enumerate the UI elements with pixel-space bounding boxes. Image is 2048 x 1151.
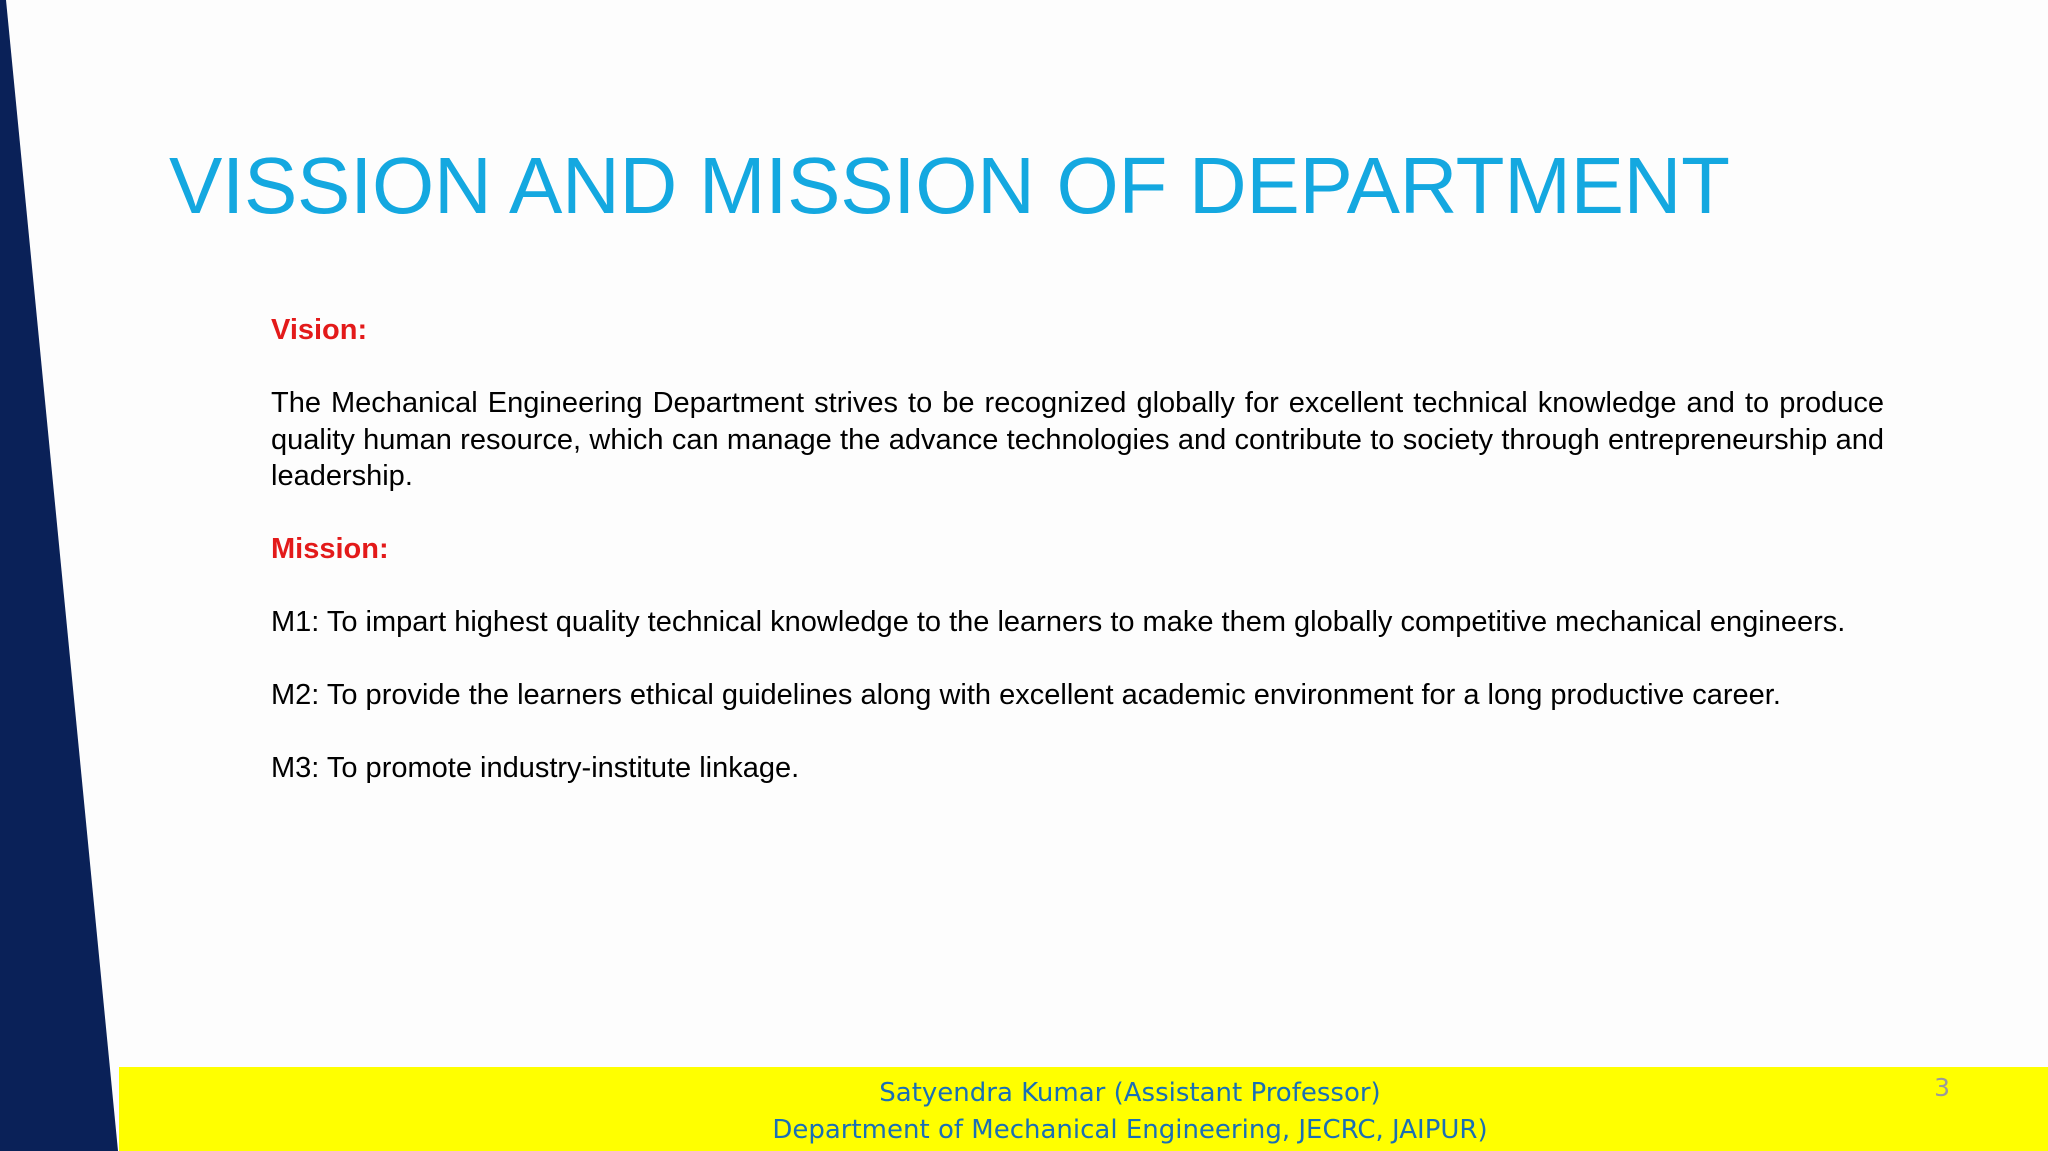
- page-number: 3: [1934, 1073, 1950, 1102]
- vision-text: The Mechanical Engineering Department strives to be recognized globally for excellent technical knowledge and to produce quality human resource, which can manage the advance technologies and contribute to society through entrepreneurship and leadership.: [271, 387, 1884, 492]
- left-navy-band: [0, 0, 130, 1151]
- mission-item-m1: M1: To impart highest quality technical knowledge to the learners to make them globally competitive mechanical engineers.: [271, 606, 1846, 638]
- slide-content: [271, 312, 1884, 823]
- mission-item-m3: M3: To promote industry-institute linkage.: [271, 752, 800, 784]
- footer-department: Department of Mechanical Engineering, JECRC, JAIPUR): [772, 1115, 1488, 1145]
- footer-bar: [119, 1067, 2048, 1151]
- navy-band-shape: [0, 0, 118, 1151]
- footer-author: Satyendra Kumar (Assistant Professor): [879, 1078, 1381, 1108]
- mission-item-m2: M2: To provide the learners ethical guidelines along with excellent academic environment for a long productive career.: [271, 679, 1781, 711]
- slide-title: VISSION AND MISSION OF DEPARTMENT: [169, 141, 1730, 230]
- footer-text: [119, 1075, 2048, 1149]
- mission-heading: Mission:: [271, 533, 389, 565]
- vision-heading: Vision:: [271, 314, 368, 346]
